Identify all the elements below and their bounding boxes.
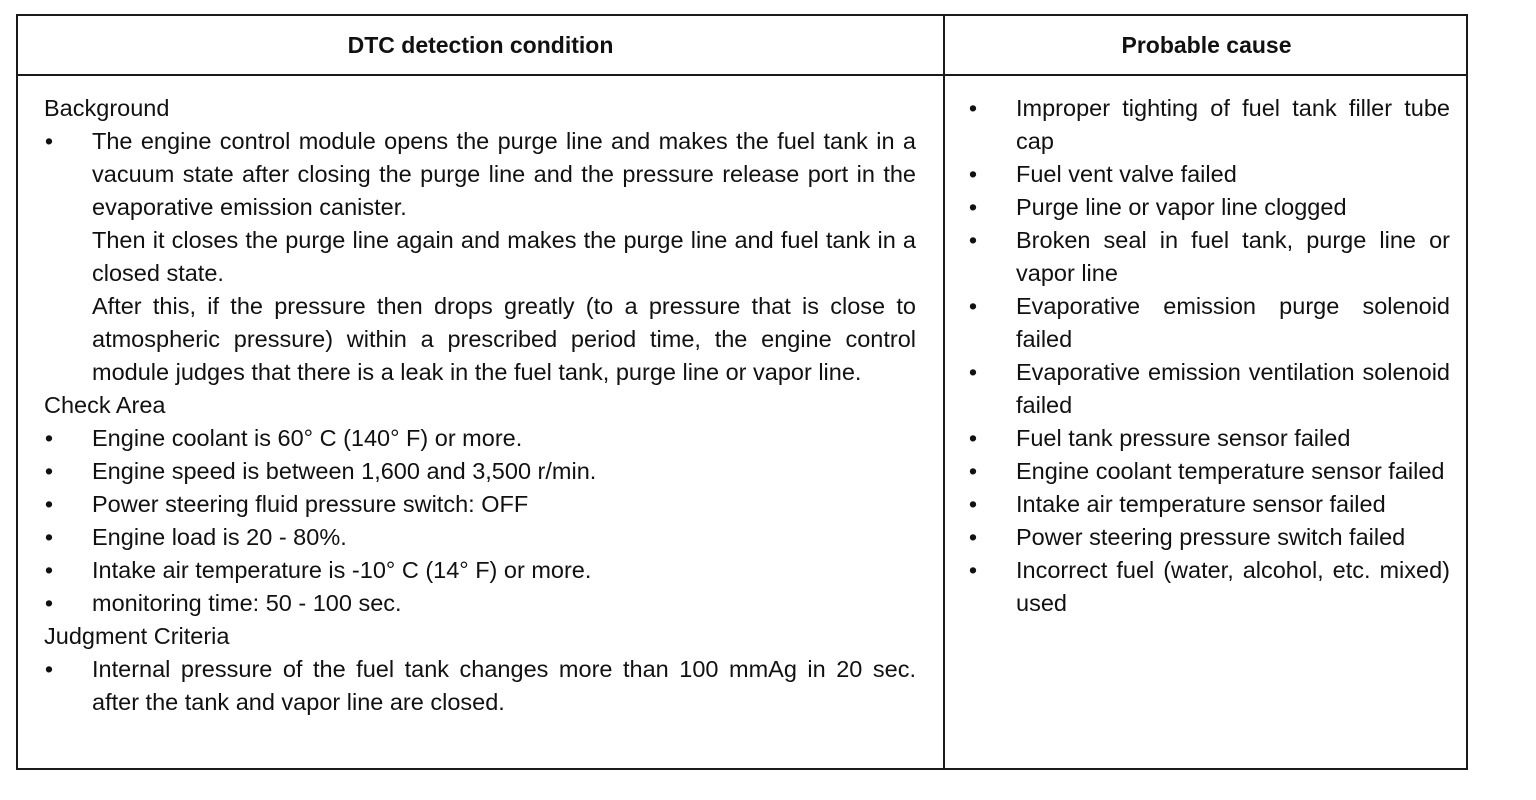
bullet-icon: • <box>44 128 54 154</box>
bullet-icon: • <box>968 359 978 385</box>
probable-cause-text: Improper tighting of fuel tank filler tube cap <box>1016 95 1450 154</box>
background-heading: Background <box>44 95 170 121</box>
bullet-icon: • <box>44 491 54 517</box>
check-area-item-text: Power steering fluid pressure switch: OFF <box>92 491 529 517</box>
probable-cause-text: Purge line or vapor line clogged <box>1016 194 1347 220</box>
probable-cause-text: Intake air temperature sensor failed <box>1016 491 1386 517</box>
probable-cause-text: Fuel tank pressure sensor failed <box>1016 425 1351 451</box>
list-item <box>968 224 1450 290</box>
list-item <box>968 356 1450 422</box>
probable-cause-cell <box>968 92 1450 620</box>
bullet-icon: • <box>968 293 978 319</box>
check-area-heading: Check Area <box>44 392 166 418</box>
list-item <box>968 92 1450 158</box>
background-paragraph: Then it closes the purge line again and makes the purge line and fuel tank in a closed state. <box>92 227 916 286</box>
probable-cause-text: Incorrect fuel (water, alcohol, etc. mixed) used <box>1016 557 1450 616</box>
check-area-list <box>44 422 916 620</box>
table-header-row <box>18 16 1466 76</box>
probable-cause-text: Power steering pressure switch failed <box>1016 524 1406 550</box>
bullet-icon: • <box>968 524 978 550</box>
background-list <box>44 125 916 389</box>
bullet-icon: • <box>44 656 54 682</box>
list-item <box>968 290 1450 356</box>
bullet-icon: • <box>44 458 54 484</box>
dtc-table <box>16 14 1468 770</box>
background-paragraph: The engine control module opens the purge line and makes the fuel tank in a vacuum state after closing the purge line and the pressure release port in the evaporative emission canister. <box>92 128 916 220</box>
list-item <box>44 422 916 455</box>
list-item <box>44 521 916 554</box>
bullet-icon: • <box>968 194 978 220</box>
bullet-icon: • <box>44 524 54 550</box>
bullet-icon: • <box>44 590 54 616</box>
check-area-item-text: Engine speed is between 1,600 and 3,500 r/min. <box>92 458 597 484</box>
background-paragraph: After this, if the pressure then drops greatly (to a pressure that is close to atmospheric pressure) within a prescribed period time, the engine control module judges that there is a leak in the fuel tank, purge line or vapor line. <box>92 293 916 385</box>
bullet-icon: • <box>968 227 978 253</box>
judgment-criteria-list <box>44 653 916 719</box>
bullet-icon: • <box>968 161 978 187</box>
background-item <box>44 125 916 389</box>
bullet-icon: • <box>44 557 54 583</box>
bullet-icon: • <box>968 491 978 517</box>
list-item <box>44 554 916 587</box>
judgment-criteria-item-text: Internal pressure of the fuel tank changes more than 100 mmAg in 20 sec. after the tank and vapor line are closed. <box>92 656 916 715</box>
list-item <box>968 554 1450 620</box>
column-divider <box>943 16 945 768</box>
probable-cause-text: Engine coolant temperature sensor failed <box>1016 458 1445 484</box>
bullet-icon: • <box>968 95 978 121</box>
check-area-item-text: monitoring time: 50 - 100 sec. <box>92 590 402 616</box>
probable-cause-text: Evaporative emission purge solenoid failed <box>1016 293 1450 352</box>
probable-cause-text: Evaporative emission ventilation solenoid failed <box>1016 359 1450 418</box>
bullet-icon: • <box>968 458 978 484</box>
list-item <box>44 455 916 488</box>
judgment-criteria-heading: Judgment Criteria <box>44 623 230 649</box>
bullet-icon: • <box>44 425 54 451</box>
check-area-item-text: Engine load is 20 - 80%. <box>92 524 347 550</box>
list-item <box>968 422 1450 455</box>
list-item <box>44 488 916 521</box>
list-item <box>44 587 916 620</box>
list-item <box>44 653 916 719</box>
probable-cause-list <box>968 92 1450 620</box>
list-item <box>968 455 1450 488</box>
list-item <box>968 158 1450 191</box>
bullet-icon: • <box>968 425 978 451</box>
probable-cause-text: Broken seal in fuel tank, purge line or vapor line <box>1016 227 1450 286</box>
probable-cause-text: Fuel vent valve failed <box>1016 161 1237 187</box>
list-item <box>968 191 1450 224</box>
bullet-icon: • <box>968 557 978 583</box>
detection-condition-cell <box>44 92 916 719</box>
header-probable-cause: Probable cause <box>1121 31 1292 58</box>
list-item <box>968 521 1450 554</box>
check-area-item-text: Intake air temperature is -10° C (14° F) or more. <box>92 557 592 583</box>
header-dtc-detection-condition: DTC detection condition <box>347 31 614 58</box>
list-item <box>968 488 1450 521</box>
check-area-item-text: Engine coolant is 60° C (140° F) or more. <box>92 425 523 451</box>
